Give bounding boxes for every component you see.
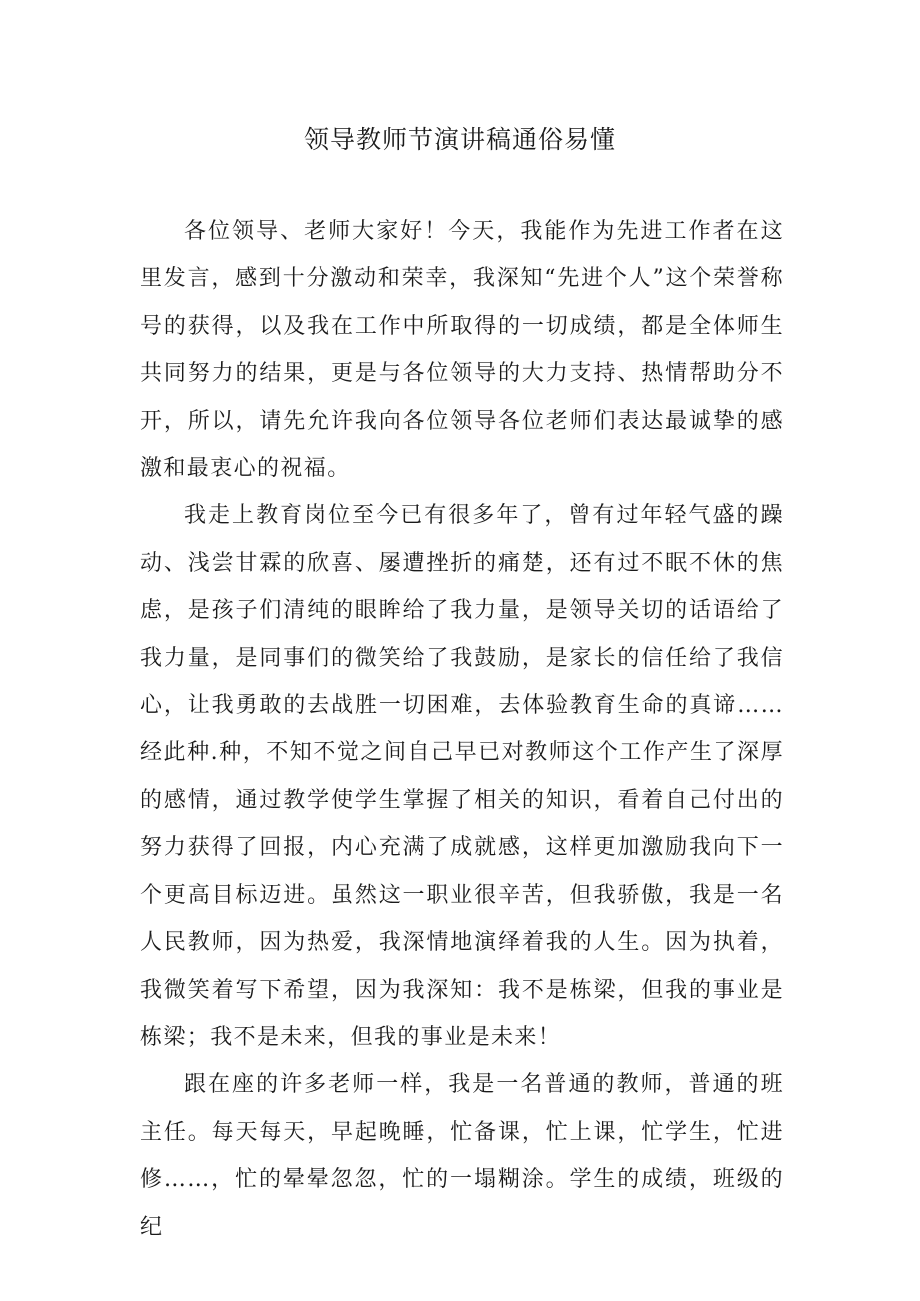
document-body	[140, 208, 784, 1251]
paragraph-3: 跟在座的许多老师一样，我是一名普通的教师，普通的班主任。每天每天，早起晚睡，忙备课，忙上课，忙学生，忙进修……，忙的晕晕忽忽，忙的一塌糊涂。学生的成绩，班级的纪	[140, 1072, 784, 1240]
paragraph-2: 我走上教育岗位至今已有很多年了，曾有过年轻气盛的躁动、浅尝甘霖的欣喜、屡遭挫折的痛楚，还有过不眠不休的焦虑，是孩子们清纯的眼眸给了我力量，是领导关切的话语给了我力量，是同事们的微笑给了我鼓励，是家长的信任给了我信心，让我勇敢的去战胜一切困难，去体验教育生命的真谛……经此种.种，不知不觉之间自己早已对教师这个工作产生了深厚的感情，通过教学使学生掌握了相关的知识，看着自己付出的努力获得了回报，内心充满了成就感，这样更加激励我向下一个更高目标迈进。虽然这一职业很辛苦，但我骄傲，我是一名人民教师，因为热爱，我深情地演绎着我的人生。因为执着，我微笑着写下希望，因为我深知：我不是栋梁，但我的事业是栋梁；我不是未来，但我的事业是未来！	[140, 503, 784, 1050]
paragraph-1: 各位领导、老师大家好！今天，我能作为先进工作者在这里发言，感到十分激动和荣幸，我深知“先进个人”这个荣誉称号的获得，以及我在工作中所取得的一切成绩，都是全体师生共同努力的结果，更是与各位领导的大力支持、热情帮助分不开，所以，请先允许我向各位领导各位老师们表达最诚挚的感激和最衷心的祝福。	[140, 219, 784, 482]
document-title: 领导教师节演讲稿通俗易懂	[303, 125, 616, 154]
